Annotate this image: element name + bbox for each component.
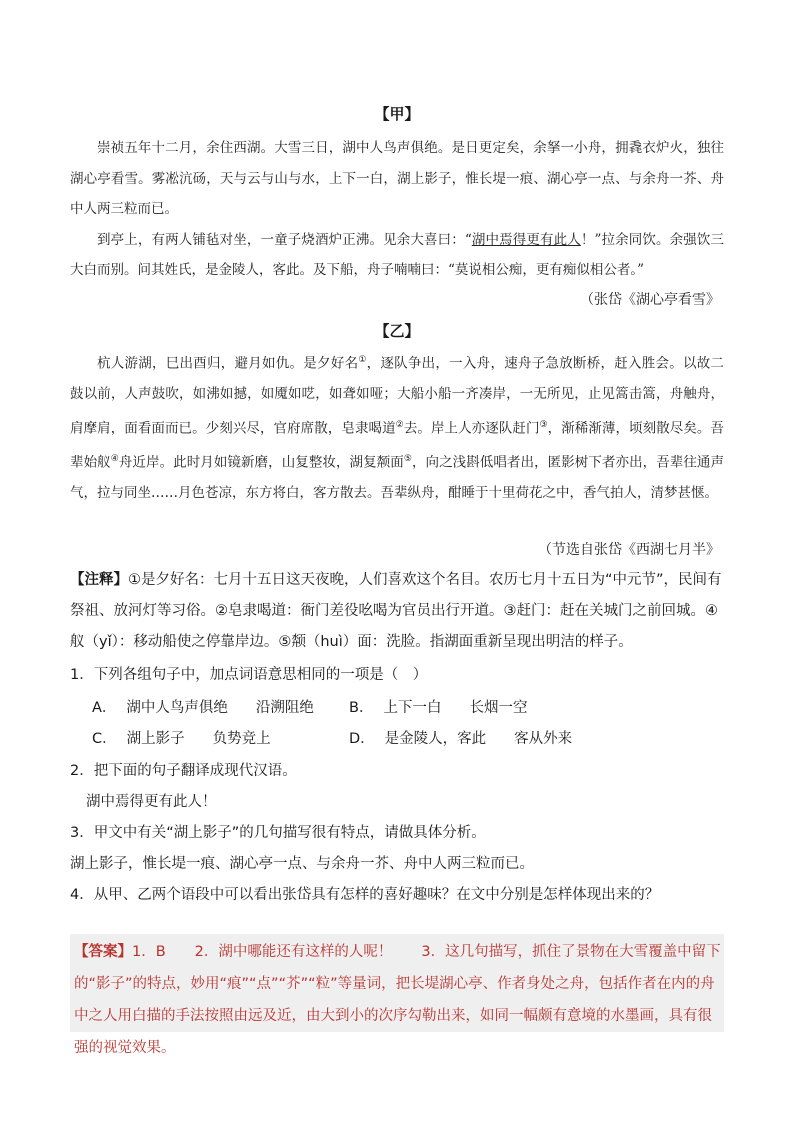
- q1-option-c: [92, 727, 271, 748]
- notes-tag: 【注释】: [70, 572, 128, 588]
- answer-box: [70, 934, 724, 1056]
- q1-option-d: [349, 727, 572, 748]
- note-marker-3: ③: [539, 419, 548, 430]
- passage-b-seg-6: ，向之浅斟低唱者出，匿影树下者亦出，吾辈往通声气，拉与同坐……月色苍凉，东方将白，客方散去。吾辈纵舟，酣睡于十里荷花之中，香气拍人，清梦甚惬。: [70, 454, 725, 501]
- option-d-text-1: 是金陵人，客此: [384, 731, 487, 747]
- question-4: 4．从甲、乙两个语段中可以看出张岱具有怎样的喜好趣味？在文中分别是怎样体现出来的？: [70, 887, 660, 903]
- note-marker-1: ①: [358, 355, 367, 365]
- q1-option-b: [349, 696, 527, 717]
- question-1: 1．下列各组句子中，加点词语意思相同的一项是（ ）: [70, 667, 428, 683]
- notes: [70, 565, 724, 658]
- note-marker-2: ②: [395, 419, 404, 430]
- option-c-text-2: 负势竞上: [212, 731, 271, 747]
- question-2: 2．把下面的句子翻译成现代汉语。: [70, 763, 297, 779]
- passage-a-source: （张岱《湖心亭看雪》: [580, 292, 720, 308]
- option-c-text-1: 湖上影子: [126, 731, 185, 747]
- option-b-text-1: 上下一白: [383, 700, 442, 716]
- option-d-text-2: 客从外来: [514, 731, 573, 747]
- passage-b-paragraph: [70, 345, 724, 508]
- passage-a-p2-pre: 到亭上，有两人铺毡对坐，一童子烧酒炉正沸。见余大喜曰：“: [97, 231, 472, 248]
- answer-content: 1．B 2．湖中哪能还有这样的人呢！ 3．这几句描写，抓住了景物在大雪覆盖中留下的“影子”的特点，妙用“痕”“点”“芥”“粒”等量词，把长堤湖心亭、作者身处之舟，包括作者在内的舟中之人用白描的手法按照由远及近，由大到小的次序勾勒出来，如同一幅颇有意境的水墨画，具有很强的视觉效果。: [74, 944, 721, 1056]
- question-3-sentence: 湖上影子，惟长堤一痕、湖心亭一点、与余舟一芥、舟中人两三粒而已。: [70, 856, 534, 872]
- passage-b-seg-1: 杭人游湖，巳出酉归，避月如仇。是夕好名: [97, 355, 359, 372]
- passage-b-seg-4: ，渐稀渐薄，顷刻散尽矣。吾辈始舣: [70, 420, 724, 470]
- option-b-label: B．: [349, 700, 374, 716]
- q1-option-a: [92, 696, 314, 717]
- option-b-text-2: 长烟一空: [469, 700, 528, 716]
- question-3: 3．甲文中有关“湖上影子”的几句描写很有特点，请做具体分析。: [70, 825, 486, 841]
- note-marker-5: ⑤: [403, 453, 412, 464]
- passage-b-heading: 【乙】: [374, 322, 420, 340]
- option-d-label: D．: [349, 731, 375, 747]
- passage-a-heading: 【甲】: [374, 105, 420, 123]
- passage-a-text: [70, 133, 724, 286]
- answer-tag: 【答案】: [74, 944, 132, 960]
- passage-b-source: （节选自张岱《西湖七月半》: [538, 542, 720, 558]
- notes-text: ①是夕好名：七月十五日这天夜晚，人们喜欢这个名目。农历七月十五日为“中元节”，民间有祭祖、放河灯等习俗。②皂隶喝道：衙门差役吆喝为官员出行开道。③赶门：赶在关城门之前回城。④舣（yǐ）：移动船使之停靠岸边。⑤颒（huì）面：洗脸。指湖面重新呈现出明洁的样子。: [70, 572, 722, 650]
- option-a-text-1: 湖中人鸟声俱绝: [126, 700, 228, 716]
- option-a-text-2: 沿溯阻绝: [255, 700, 314, 716]
- option-c-label: C．: [92, 731, 117, 747]
- option-a-label: A．: [92, 700, 117, 716]
- passage-b-seg-5: 舟近岸。此时月如镜新磨，山复整妆，湖复颒面: [118, 454, 404, 470]
- passage-b-text: [70, 345, 724, 508]
- passage-a-underlined-sentence: 湖中焉得更有此人: [471, 231, 581, 248]
- passage-a-paragraph-1: 崇祯五年十二月，余住西湖。大雪三日，湖中人鸟声俱绝。是日更定矣，余拏一小舟，拥毳衣炉火，独往湖心亭看雪。雾凇沆砀，天与云与山与水，上下一白，湖上影子，惟长堤一痕、湖心亭一点、与余舟一芥、舟中人两三粒而已。: [70, 140, 724, 217]
- passage-b-seg-3: 去。岸上人亦逐队赶门: [403, 420, 540, 436]
- note-marker-4: ④: [110, 453, 119, 464]
- passage-b-seg-2: ，逐队争出，一入舟，速舟子急放断桥，赶入胜会。以故二鼓以前，人声鼓吹，如沸如撼，如魇如呓，如聋如哑；大船小船一齐凑岸，一无所见，止见篙击篙，舟触舟，肩摩肩，面看面而已。少刻兴尽，官府席散，皂隶喝道: [70, 355, 725, 436]
- question-2-sentence: 湖中焉得更有此人！: [86, 794, 217, 810]
- answer-text: [74, 936, 722, 1064]
- passage-a-paragraph-2: [70, 225, 724, 286]
- passage-a-p2-post: ！”拉余同饮。余强饮三大白而别。问其姓氏，是金陵人，客此。及下船，舟子喃喃曰：“莫说相公痴，更有痴似相公者。”: [70, 231, 725, 278]
